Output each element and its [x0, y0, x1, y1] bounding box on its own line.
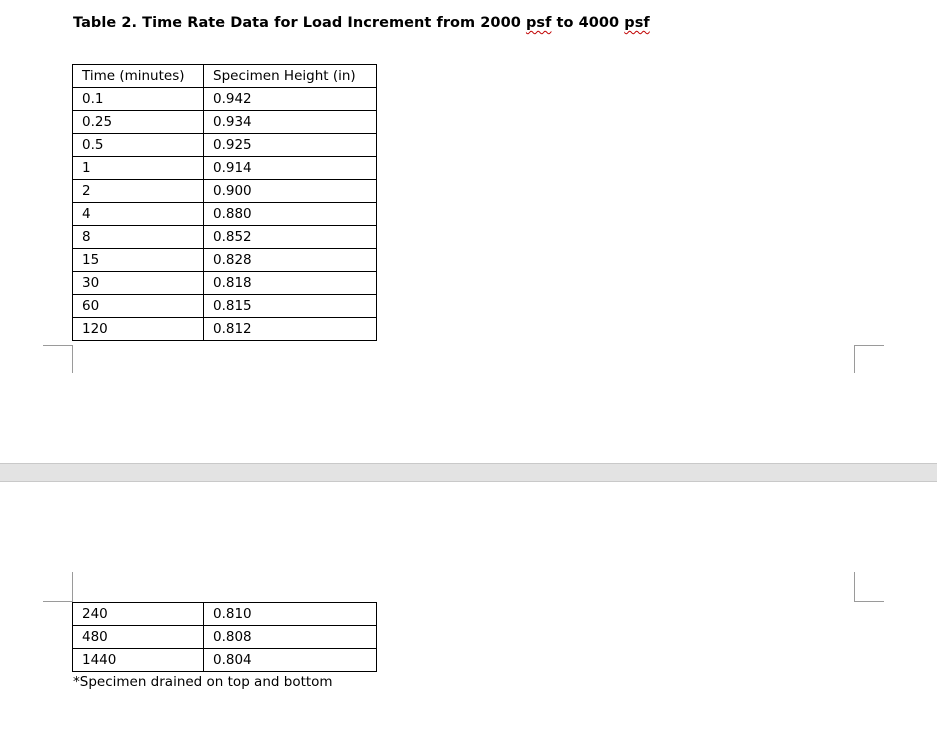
header-time[interactable]: Time (minutes): [73, 65, 204, 88]
crop-mark-top-right: [854, 572, 855, 601]
cell-time[interactable]: 480: [73, 626, 204, 649]
cell-height[interactable]: 0.942: [204, 88, 377, 111]
table-row: [73, 603, 377, 626]
cell-height[interactable]: 0.880: [204, 203, 377, 226]
cell-height[interactable]: 0.804: [204, 649, 377, 672]
cell-height[interactable]: 0.900: [204, 180, 377, 203]
table-row: [73, 272, 377, 295]
cell-time[interactable]: 1: [73, 157, 204, 180]
table-row: [73, 318, 377, 341]
cell-height[interactable]: 0.828: [204, 249, 377, 272]
cell-height[interactable]: 0.812: [204, 318, 377, 341]
cell-time[interactable]: 1440: [73, 649, 204, 672]
crop-mark-bottom-left: [43, 345, 73, 346]
table-footnote: *Specimen drained on top and bottom: [73, 674, 333, 690]
cell-height[interactable]: 0.808: [204, 626, 377, 649]
table-row: [73, 295, 377, 318]
table-row: [73, 157, 377, 180]
time-rate-table-page2: [72, 602, 377, 672]
crop-mark-bottom-left: [72, 345, 73, 373]
cell-time[interactable]: 0.5: [73, 134, 204, 157]
cell-height[interactable]: 0.934: [204, 111, 377, 134]
header-height[interactable]: Specimen Height (in): [204, 65, 377, 88]
cell-height[interactable]: 0.815: [204, 295, 377, 318]
time-rate-table-page1: [72, 64, 377, 341]
cell-time[interactable]: 0.1: [73, 88, 204, 111]
crop-mark-top-left: [43, 601, 73, 602]
table-header-row: [73, 65, 377, 88]
cell-height[interactable]: 0.925: [204, 134, 377, 157]
table-row: [73, 249, 377, 272]
crop-mark-bottom-right: [854, 345, 884, 346]
cell-time[interactable]: 120: [73, 318, 204, 341]
crop-mark-top-left: [72, 572, 73, 601]
table-row: [73, 134, 377, 157]
cell-height[interactable]: 0.818: [204, 272, 377, 295]
table-row: [73, 111, 377, 134]
table-row: [73, 626, 377, 649]
cell-time[interactable]: 0.25: [73, 111, 204, 134]
cell-height[interactable]: 0.810: [204, 603, 377, 626]
cell-height[interactable]: 0.914: [204, 157, 377, 180]
crop-mark-top-right: [854, 601, 884, 602]
cell-time[interactable]: 30: [73, 272, 204, 295]
page-break-gap: [0, 463, 937, 482]
cell-time[interactable]: 8: [73, 226, 204, 249]
cell-height[interactable]: 0.852: [204, 226, 377, 249]
caption-unit-psf-1: psf: [525, 15, 552, 31]
caption-middle: to 4000: [551, 15, 625, 31]
cell-time[interactable]: 2: [73, 180, 204, 203]
table-row: [73, 88, 377, 111]
cell-time[interactable]: 60: [73, 295, 204, 318]
caption-prefix: Table 2. Time Rate Data for Load Increment from 2000: [73, 15, 526, 31]
cell-time[interactable]: 4: [73, 203, 204, 226]
cell-time[interactable]: 15: [73, 249, 204, 272]
caption-unit-psf-2: psf: [624, 15, 650, 31]
table-row: [73, 226, 377, 249]
table-row: [73, 180, 377, 203]
crop-mark-bottom-right: [854, 345, 855, 373]
table-row: [73, 203, 377, 226]
table-caption: [73, 15, 650, 31]
table-row: [73, 649, 377, 672]
cell-time[interactable]: 240: [73, 603, 204, 626]
